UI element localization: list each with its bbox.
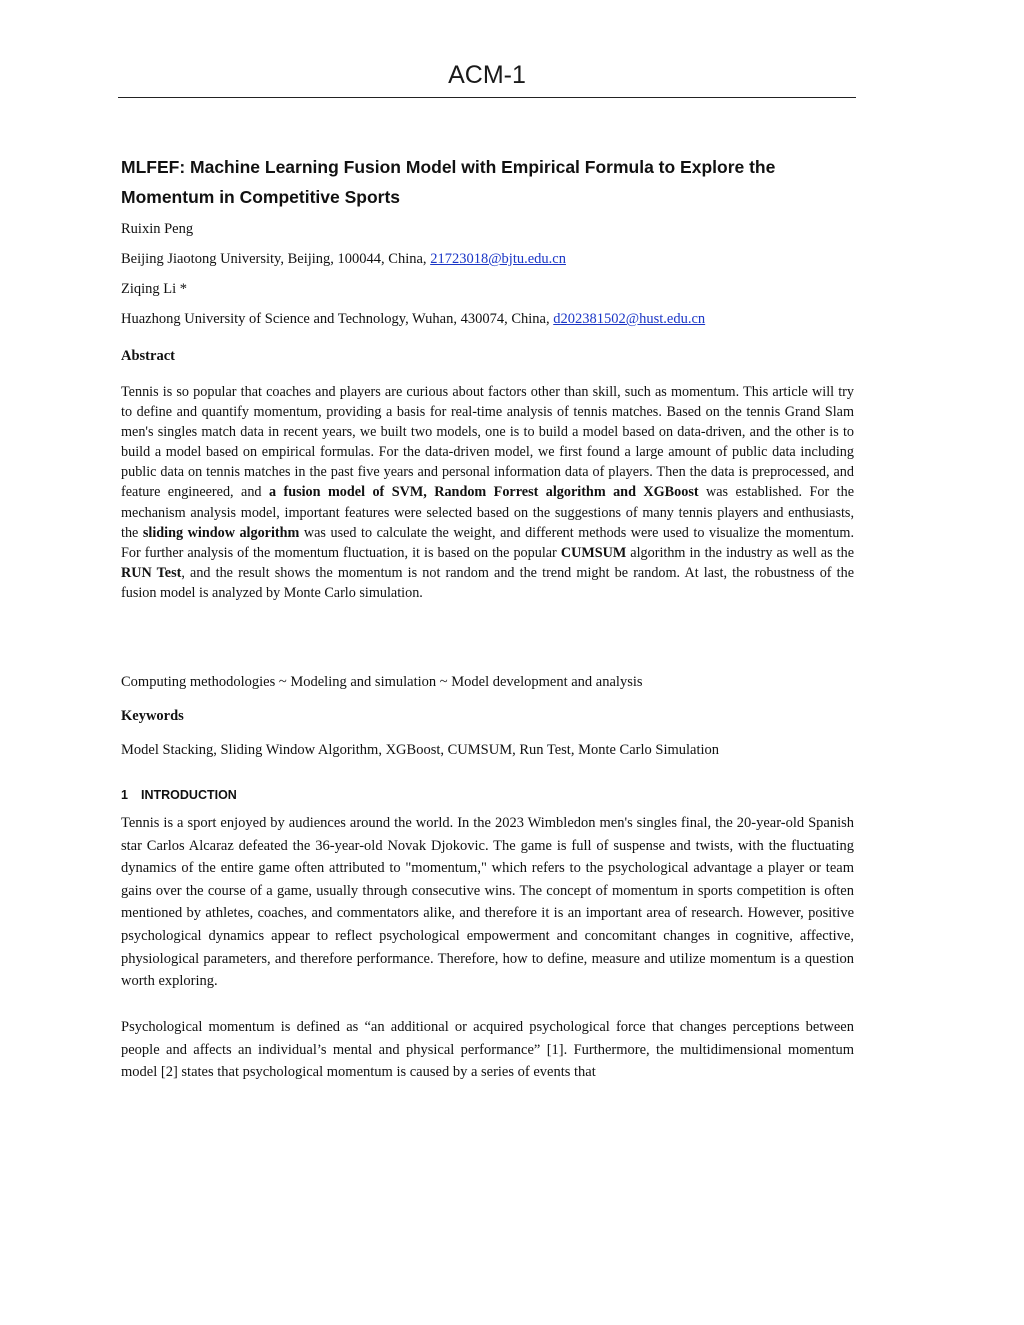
introduction-paragraph-2: Psychological momentum is defined as “an additional or acquired psychological force that changes perceptions between people and affects an individual’s mental and physical performance” [1]. Furthermore, the multidimensional momentum model [2] states that psychological momentum is caused by a series of events that	[121, 1019, 854, 1081]
author-2-affiliation	[121, 309, 854, 329]
introduction-paragraph-1: Tennis is a sport enjoyed by audiences around the world. In the 2023 Wimbledon men's singles final, the 20-year-old Spanish star Carlos Alcaraz defeated the 36-year-old Novak Djokovic. The game is full of suspense and twists, with the fluctuating dynamics of the entire game often attributed to "momentum," which refers to the psychological advantage a player or team gains over the course of a game, usually through consecutive wins. The concept of momentum in sports competition is often mentioned by athletes, coaches, and commentators alike, and therefore it is an important area of research. However, positive psychological dynamics appear to reflect psychological empowerment and concomitant changes in cognitive, affective, physiological parameters, and therefore performance. Therefore, how to define, measure and utilize momentum is a question worth exploring.	[121, 815, 854, 990]
paper-title	[121, 152, 821, 212]
abstract-bold-sliding-window: sliding window algorithm	[142, 524, 300, 541]
introduction-heading	[121, 786, 237, 804]
ccs-concepts: Computing methodologies ~ Modeling and simulation ~ Model development and analysis	[121, 674, 643, 690]
introduction-title: INTRODUCTION	[141, 788, 237, 802]
keywords-text: Model Stacking, Sliding Window Algorithm, XGBoost, CUMSUM, Run Test, Monte Carlo Simulation	[121, 742, 720, 758]
running-header-title: ACM-1	[448, 61, 526, 89]
author-1-email-link[interactable]: 21723018@bjtu.edu.cn	[430, 251, 566, 267]
abstract-heading: Abstract	[121, 348, 175, 364]
paper-title-line-1: MLFEF: Machine Learning Fusion Model with Empirical Formula to Explore the	[121, 157, 776, 177]
abstract-text-5: , and the result shows the momentum is not random and the trend might be random. At last, the robustness of the fusion model is analyzed by Monte Carlo simulation.	[121, 564, 854, 601]
author-2-name: Ziqing Li *	[121, 281, 188, 297]
author-1-affiliation-text: Beijing Jiaotong University, Beijing, 100044, China,	[121, 251, 431, 267]
abstract-text-4: algorithm in the industry as well as the	[626, 544, 854, 561]
author-2-email-link[interactable]: d202381502@hust.edu.cn	[553, 311, 706, 327]
header-divider	[118, 97, 856, 98]
abstract-body	[121, 382, 854, 603]
abstract-text-3: was used to calculate the weight, and different methods were used to visualize the momentum. For further analysis of the momentum fluctuation, it is based on the popular	[121, 524, 854, 561]
keywords-heading: Keywords	[121, 708, 184, 724]
abstract-bold-cumsum: CUMSUM	[560, 544, 627, 561]
abstract-text-2: was established. For the mechanism analysis model, important features were selected based on the suggestions of many tennis players and enthusiasts, the	[121, 484, 855, 541]
section-number: 1	[121, 788, 128, 802]
abstract-bold-fusion-model: a fusion model of SVM, Random Forrest algorithm and XGBoost	[268, 484, 699, 501]
paper-title-line-2: Momentum in Competitive Sports	[121, 187, 401, 207]
author-2-affiliation-text: Huazhong University of Science and Technology, Wuhan, 430074, China,	[121, 311, 554, 327]
abstract-text-1: Tennis is so popular that coaches and players are curious about factors other than skill, such as momentum. This article will try to define and quantify momentum, providing a basis for real-time analysis of tennis matches. Based on the tennis Grand Slam men's singles match data in recent years, we built two models, one is to build a model based on data-driven, and the other is to build a model based on empirical formulas. For the data-driven model, we first found a large amount of public data including public data on tennis matches in the past five years and personal information data of players. Then the data is preprocessed, and feature engineered, and	[121, 384, 854, 501]
abstract-bold-run-test: RUN Test	[121, 564, 182, 581]
author-1-name: Ruixin Peng	[121, 221, 194, 237]
author-1-affiliation	[121, 249, 854, 269]
